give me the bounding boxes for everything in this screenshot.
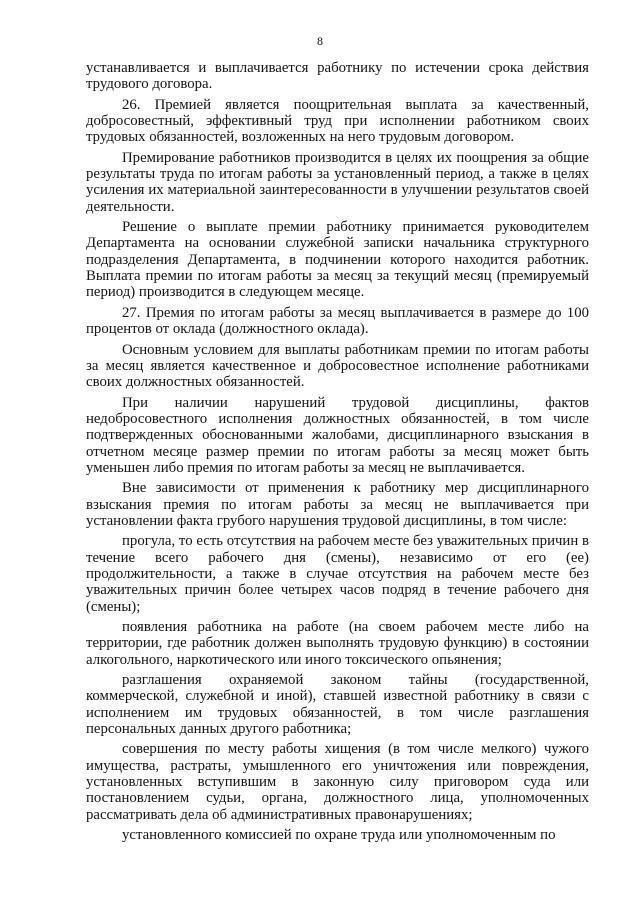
document-body xyxy=(86,60,589,847)
list-item-intoxication: появления работника на работе (на своем рабочем месте либо на территории, где работник должен выполнять трудовую функцию) в состоянии алкогольного, наркотического или иного токсического опьянения; xyxy=(86,619,589,668)
page-number: 8 xyxy=(317,34,323,48)
list-item-theft: совершения по месту работы хищения (в том числе мелкого) чужого имущества, растраты, умышленного его уничтожения или повреждения, установленных вступившим в законную силу приговором суда или постановлением судьи, органа, должностного лица, уполномоченных рассматривать дела об административных правонарушениях; xyxy=(86,741,589,823)
list-item-labor-safety: установленного комиссией по охране труда или уполномоченным по xyxy=(122,827,556,844)
paragraph-main-condition: Основным условием для выплаты работникам премии по итогам работы за месяц является качественное и добросовестное исполнение работниками своих должностных обязанностей. xyxy=(86,341,589,391)
list-item-disclosure: разглашения охраняемой законом тайны (государственной, коммерческой, служебной и иной), ставшей известной работнику в связи с исполнением им трудовых обязанностей, в том числе разглашения персональных данных другого работника; xyxy=(86,672,589,738)
paragraph-bonus-decision: Решение о выплате премии работнику принимается руководителем Департамента на основании служебной записки начальника структурного подразделения Департамента, в подчинении которого находится работник. Выплата премии по итогам работы за месяц за текущий месяц (премируемый период) производится в следующем месяце. xyxy=(86,219,589,301)
paragraph-continuation: устанавливается и выплачивается работнику по истечении срока действия трудового договора. xyxy=(86,60,589,93)
list-item-absence: прогула, то есть отсутствия на рабочем месте без уважительных причин в течение всего рабочего дня (смены), независимо от его (ее) продолжительности, а также в случае отсутствия на рабочем месте без уважительных причин более четырех часов подряд в течение рабочего дня (смены); xyxy=(86,533,589,615)
paragraph-item-26: 26. Премией является поощрительная выплата за качественный, добросовестный, эффективный труд при исполнении работником своих трудовых обязанностей, возложенных на него трудовым договором. xyxy=(86,96,589,146)
paragraph-item-27: 27. Премия по итогам работы за месяц выплачивается в размере до 100 процентов от оклада (должностного оклада). xyxy=(86,304,589,338)
paragraph-bonus-purpose: Премирование работников производится в целях их поощрения за общие результаты труда по итогам работы за установленный период, а также в целях усиления их материальной заинтересованности в улучшении результатов своей деятельности. xyxy=(86,149,589,215)
paragraph-violations: При наличии нарушений трудовой дисциплины, фактов недобросовестного исполнения должностных обязанностей, в том числе подтвержденных обоснованными жалобами, дисциплинарного взыскания в отчетном месяце размер премии по итогам работы за месяц может быть уменьшен либо премия по итогам работы за месяц не выплачивается. xyxy=(86,394,589,476)
paragraph-gross-violation: Вне зависимости от применения к работнику мер дисциплинарного взыскания премия по итогам работы за месяц не выплачивается при установлении факта грубого нарушения трудовой дисциплины, в том числе: xyxy=(86,480,589,529)
